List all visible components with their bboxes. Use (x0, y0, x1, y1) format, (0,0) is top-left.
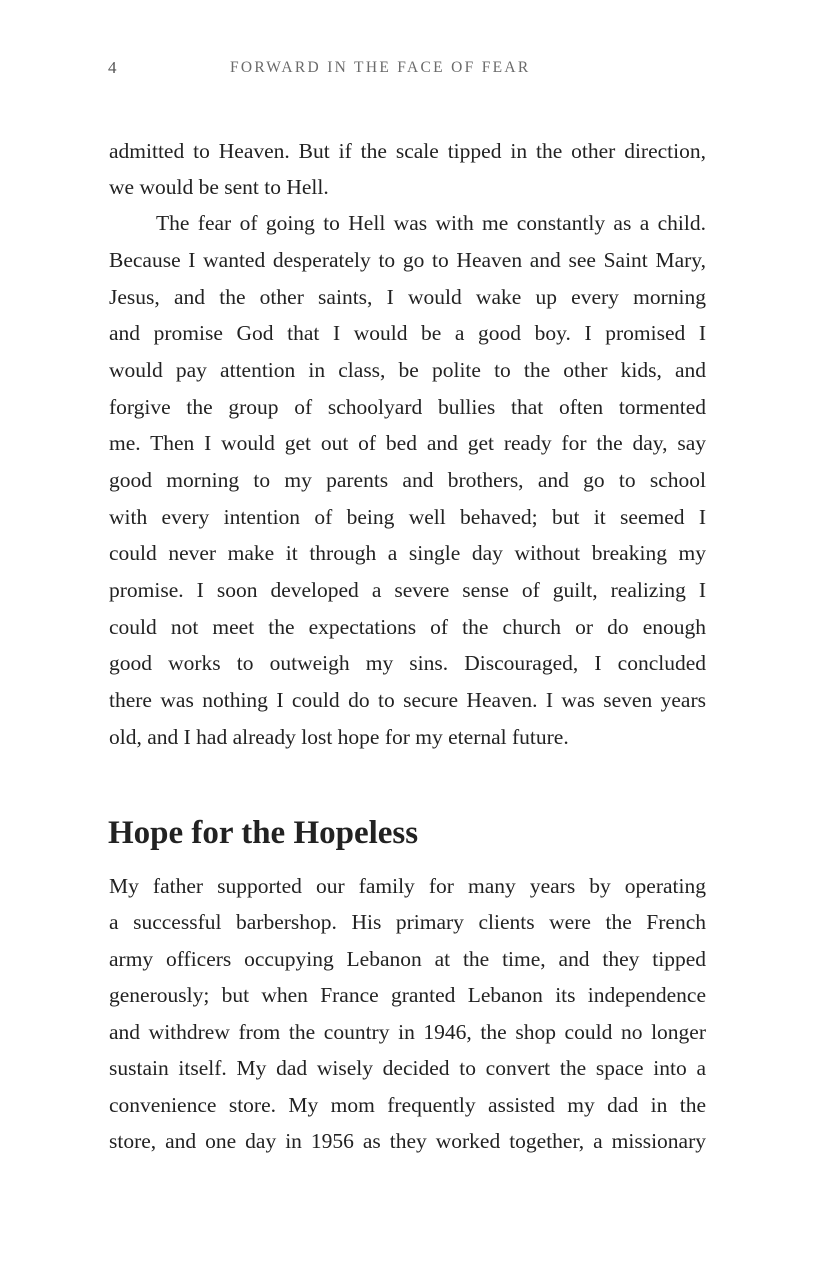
text-line: old, and I had already lost hope for my eternal future. (109, 725, 569, 749)
text-line: and withdrew from the country in 1946, the shop could no longer (109, 1020, 706, 1044)
text-line: with every intention of being well behaved; but it seemed I (109, 505, 706, 529)
text-line: promise. I soon developed a severe sense of guilt, realizing I (109, 578, 706, 602)
text-line: My father supported our family for many years by operating (109, 874, 706, 898)
page-number: 4 (108, 58, 117, 77)
text-line: a successful barbershop. His primary clients were the French (109, 910, 706, 934)
text-line: forgive the group of schoolyard bullies that often tormented (109, 395, 706, 419)
text-line: store, and one day in 1956 as they worked together, a missionary (109, 1129, 706, 1153)
text-line: sustain itself. My dad wisely decided to convert the space into a (109, 1056, 706, 1080)
section-heading: Hope for the Hopeless (108, 815, 419, 851)
text-line: good works to outweigh my sins. Discouraged, I concluded (109, 651, 706, 675)
text-line: Jesus, and the other saints, I would wake up every morning (109, 285, 706, 309)
text-line: could not meet the expectations of the church or do enough (109, 615, 706, 639)
text-line: Because I wanted desperately to go to Heaven and see Saint Mary, (109, 248, 706, 272)
text-line: The fear of going to Hell was with me constantly as a child. (156, 211, 706, 235)
running-head (108, 58, 708, 82)
text-line: admitted to Heaven. But if the scale tipped in the other direction, (109, 139, 706, 163)
text-line: army officers occupying Lebanon at the time, and they tipped (109, 947, 706, 971)
text-line: we would be sent to Hell. (109, 175, 329, 199)
text-line: convenience store. My mom frequently assisted my dad in the (109, 1093, 706, 1117)
text-line: generously; but when France granted Lebanon its independence (109, 983, 706, 1007)
text-line: would pay attention in class, be polite to the other kids, and (109, 358, 706, 382)
text-line: there was nothing I could do to secure Heaven. I was seven years (109, 688, 706, 712)
text-line: could never make it through a single day without breaking my (109, 541, 706, 565)
text-line: good morning to my parents and brothers, and go to school (109, 468, 706, 492)
running-title: FORWARD IN THE FACE OF FEAR (230, 59, 531, 76)
text-line: me. Then I would get out of bed and get ready for the day, say (109, 431, 706, 455)
text-line: and promise God that I would be a good boy. I promised I (109, 321, 706, 345)
